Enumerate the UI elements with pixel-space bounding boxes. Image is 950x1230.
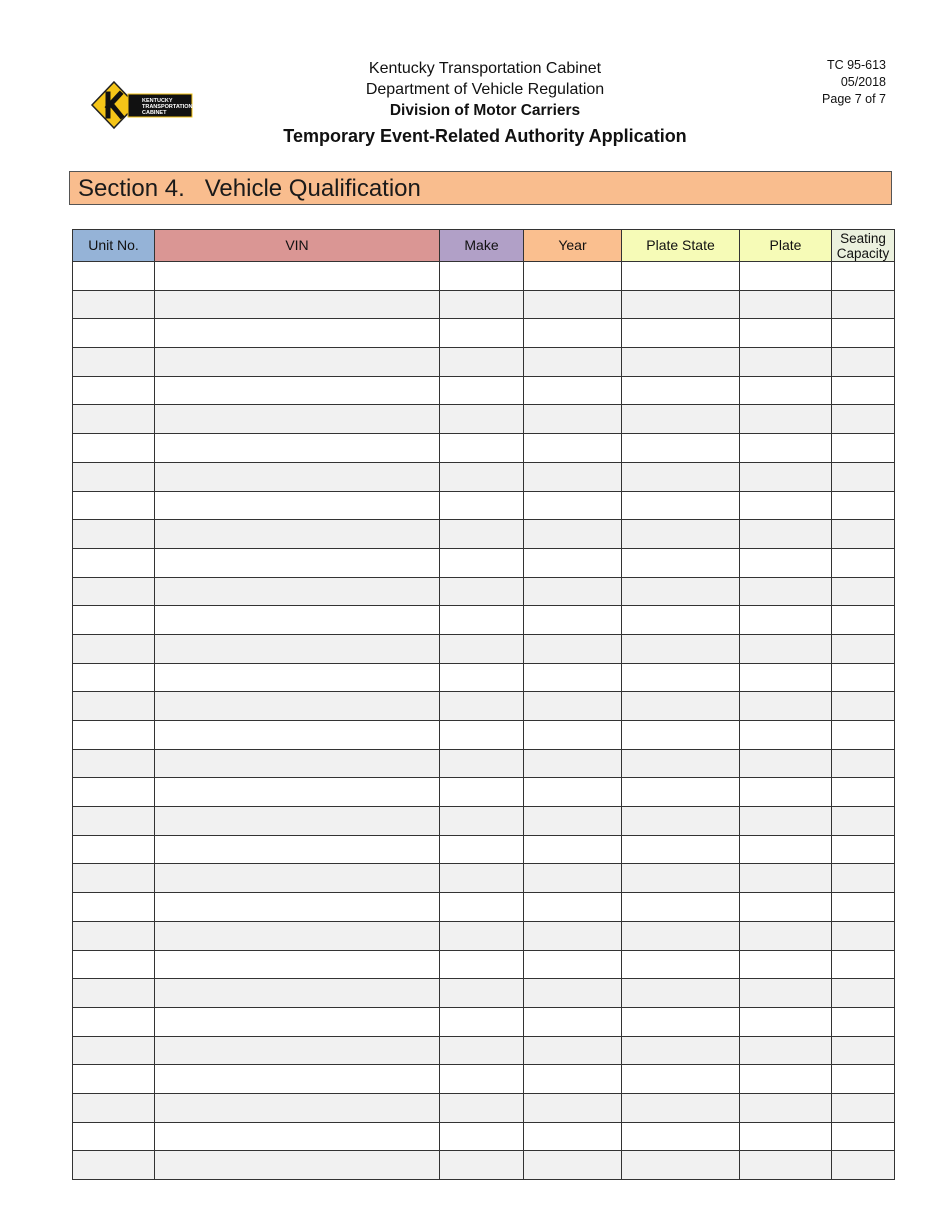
table-row — [73, 462, 895, 491]
cell-unit-no[interactable] — [73, 290, 155, 319]
cell-plate[interactable] — [740, 348, 832, 377]
cell-plate[interactable] — [740, 434, 832, 463]
cell-plate-state[interactable] — [622, 721, 740, 750]
table-row — [73, 606, 895, 635]
column-header-unit-no: Unit No. — [73, 230, 155, 262]
cell-plate[interactable] — [740, 520, 832, 549]
cell-year[interactable] — [524, 491, 622, 520]
column-header-make: Make — [440, 230, 524, 262]
cell-year[interactable] — [524, 979, 622, 1008]
cell-make[interactable] — [440, 778, 524, 807]
cell-unit-no[interactable] — [73, 348, 155, 377]
cell-make[interactable] — [440, 1122, 524, 1151]
cell-make[interactable] — [440, 921, 524, 950]
cell-plate[interactable] — [740, 1036, 832, 1065]
cell-plate-state[interactable] — [622, 692, 740, 721]
division-name: Division of Motor Carriers — [389, 102, 581, 119]
cell-seating-capacity[interactable] — [832, 749, 895, 778]
cell-vin[interactable] — [155, 835, 440, 864]
cell-plate-state[interactable] — [622, 348, 740, 377]
cell-unit-no[interactable] — [73, 749, 155, 778]
cell-unit-no[interactable] — [73, 548, 155, 577]
cell-plate[interactable] — [740, 577, 832, 606]
cell-plate-state[interactable] — [622, 749, 740, 778]
logo-text-line-2: TRANSPORTATION — [142, 104, 193, 110]
table-row — [73, 319, 895, 348]
cell-vin[interactable] — [155, 376, 440, 405]
cell-seating-capacity[interactable] — [832, 405, 895, 434]
cell-seating-capacity[interactable] — [832, 262, 895, 291]
cell-make[interactable] — [440, 376, 524, 405]
column-header-year: Year — [524, 230, 622, 262]
cell-plate[interactable] — [740, 778, 832, 807]
cell-plate[interactable] — [740, 979, 832, 1008]
cell-plate[interactable] — [740, 290, 832, 319]
cell-make[interactable] — [440, 548, 524, 577]
cell-year[interactable] — [524, 749, 622, 778]
cell-plate-state[interactable] — [622, 262, 740, 291]
cell-vin[interactable] — [155, 1065, 440, 1094]
cell-unit-no[interactable] — [73, 520, 155, 549]
cell-make[interactable] — [440, 979, 524, 1008]
cell-seating-capacity[interactable] — [832, 864, 895, 893]
cell-plate[interactable] — [740, 491, 832, 520]
cell-seating-capacity[interactable] — [832, 778, 895, 807]
cell-unit-no[interactable] — [73, 864, 155, 893]
form-title: Temporary Event-Related Authority Application — [283, 126, 687, 146]
cell-plate[interactable] — [740, 921, 832, 950]
cell-unit-no[interactable] — [73, 1065, 155, 1094]
cell-seating-capacity[interactable] — [832, 1065, 895, 1094]
cell-unit-no[interactable] — [73, 262, 155, 291]
cell-vin[interactable] — [155, 405, 440, 434]
cell-vin[interactable] — [155, 749, 440, 778]
cell-plate[interactable] — [740, 548, 832, 577]
cell-make[interactable] — [440, 835, 524, 864]
table-row — [73, 1093, 895, 1122]
table-row — [73, 921, 895, 950]
cell-vin[interactable] — [155, 921, 440, 950]
cell-plate-state[interactable] — [622, 462, 740, 491]
cell-plate-state[interactable] — [622, 979, 740, 1008]
cell-plate[interactable] — [740, 864, 832, 893]
org-name: Kentucky Transportation Cabinet — [368, 60, 602, 77]
form-info — [822, 57, 886, 108]
cell-seating-capacity[interactable] — [832, 376, 895, 405]
cell-vin[interactable] — [155, 864, 440, 893]
cell-vin[interactable] — [155, 348, 440, 377]
cell-plate-state[interactable] — [622, 1007, 740, 1036]
cell-unit-no[interactable] — [73, 778, 155, 807]
cell-plate[interactable] — [740, 1093, 832, 1122]
cell-vin[interactable] — [155, 778, 440, 807]
cell-make[interactable] — [440, 290, 524, 319]
logo-text-line-3: CABINET — [142, 110, 167, 116]
cell-plate-state[interactable] — [622, 319, 740, 348]
table-row — [73, 434, 895, 463]
table-row — [73, 663, 895, 692]
table-row — [73, 376, 895, 405]
table-row — [73, 778, 895, 807]
cell-vin[interactable] — [155, 1036, 440, 1065]
table-body — [73, 262, 895, 1180]
cell-year[interactable] — [524, 1093, 622, 1122]
table-row — [73, 835, 895, 864]
cell-plate-state[interactable] — [622, 606, 740, 635]
cell-plate-state[interactable] — [622, 950, 740, 979]
cell-unit-no[interactable] — [73, 1122, 155, 1151]
cell-make[interactable] — [440, 491, 524, 520]
cell-make[interactable] — [440, 462, 524, 491]
cell-vin[interactable] — [155, 893, 440, 922]
cell-year[interactable] — [524, 893, 622, 922]
cell-seating-capacity[interactable] — [832, 950, 895, 979]
cell-vin[interactable] — [155, 577, 440, 606]
cell-seating-capacity[interactable] — [832, 807, 895, 836]
revision-date: 05/2018 — [840, 75, 886, 89]
cell-make[interactable] — [440, 434, 524, 463]
table-row — [73, 1065, 895, 1094]
table-row — [73, 577, 895, 606]
cell-vin[interactable] — [155, 520, 440, 549]
cell-seating-capacity[interactable] — [832, 1093, 895, 1122]
cell-plate[interactable] — [740, 1122, 832, 1151]
cell-plate[interactable] — [740, 1065, 832, 1094]
cell-seating-capacity[interactable] — [832, 1122, 895, 1151]
cell-seating-capacity[interactable] — [832, 348, 895, 377]
cell-make[interactable] — [440, 634, 524, 663]
cell-year[interactable] — [524, 835, 622, 864]
cell-unit-no[interactable] — [73, 950, 155, 979]
cell-vin[interactable] — [155, 290, 440, 319]
column-header-plate: Plate — [740, 230, 832, 262]
cell-seating-capacity[interactable] — [832, 634, 895, 663]
cell-make[interactable] — [440, 692, 524, 721]
table-row — [73, 864, 895, 893]
cell-plate-state[interactable] — [622, 405, 740, 434]
cell-unit-no[interactable] — [73, 835, 155, 864]
page-number: Page 7 of 7 — [822, 92, 886, 106]
cell-plate-state[interactable] — [622, 835, 740, 864]
cell-plate-state[interactable] — [622, 778, 740, 807]
cell-unit-no[interactable] — [73, 721, 155, 750]
cell-year[interactable] — [524, 634, 622, 663]
cell-make[interactable] — [440, 520, 524, 549]
table-row — [73, 290, 895, 319]
cell-make[interactable] — [440, 262, 524, 291]
cell-vin[interactable] — [155, 634, 440, 663]
cell-plate[interactable] — [740, 835, 832, 864]
cell-unit-no[interactable] — [73, 979, 155, 1008]
table-row — [73, 950, 895, 979]
cell-vin[interactable] — [155, 434, 440, 463]
table-row — [73, 1151, 895, 1180]
table-row — [73, 520, 895, 549]
cell-seating-capacity[interactable] — [832, 577, 895, 606]
cell-vin[interactable] — [155, 979, 440, 1008]
table-header-row — [73, 230, 895, 262]
form-number: TC 95-613 — [826, 58, 886, 72]
cell-plate[interactable] — [740, 634, 832, 663]
cell-seating-capacity[interactable] — [832, 290, 895, 319]
cell-plate-state[interactable] — [622, 864, 740, 893]
cell-year[interactable] — [524, 520, 622, 549]
cell-plate-state[interactable] — [622, 491, 740, 520]
cell-year[interactable] — [524, 462, 622, 491]
department-name: Department of Vehicle Regulation — [365, 81, 605, 98]
cell-unit-no[interactable] — [73, 1093, 155, 1122]
cell-unit-no[interactable] — [73, 405, 155, 434]
cell-seating-capacity[interactable] — [832, 491, 895, 520]
column-header-plate-state: Plate State — [622, 230, 740, 262]
cell-plate[interactable] — [740, 721, 832, 750]
cell-year[interactable] — [524, 376, 622, 405]
vehicle-table — [72, 229, 895, 1180]
table-row — [73, 721, 895, 750]
cell-unit-no[interactable] — [73, 1151, 155, 1180]
cell-vin[interactable] — [155, 1122, 440, 1151]
cell-year[interactable] — [524, 721, 622, 750]
cell-year[interactable] — [524, 807, 622, 836]
cell-year[interactable] — [524, 778, 622, 807]
cell-make[interactable] — [440, 1093, 524, 1122]
cell-make[interactable] — [440, 893, 524, 922]
cell-seating-capacity[interactable] — [832, 606, 895, 635]
table-row — [73, 1036, 895, 1065]
cell-year[interactable] — [524, 1122, 622, 1151]
cell-plate-state[interactable] — [622, 893, 740, 922]
cell-year[interactable] — [524, 262, 622, 291]
document-header — [200, 58, 770, 149]
cell-year[interactable] — [524, 548, 622, 577]
cell-make[interactable] — [440, 405, 524, 434]
cell-seating-capacity[interactable] — [832, 663, 895, 692]
cell-year[interactable] — [524, 1065, 622, 1094]
cell-seating-capacity[interactable] — [832, 1151, 895, 1180]
cell-unit-no[interactable] — [73, 434, 155, 463]
cell-vin[interactable] — [155, 663, 440, 692]
cell-unit-no[interactable] — [73, 462, 155, 491]
table-row — [73, 749, 895, 778]
cell-year[interactable] — [524, 348, 622, 377]
cell-year[interactable] — [524, 1007, 622, 1036]
cell-vin[interactable] — [155, 721, 440, 750]
cell-plate-state[interactable] — [622, 548, 740, 577]
section-title: Section 4. Vehicle Qualification — [69, 171, 892, 205]
cell-plate[interactable] — [740, 950, 832, 979]
cell-plate-state[interactable] — [622, 807, 740, 836]
cell-year[interactable] — [524, 405, 622, 434]
cell-unit-no[interactable] — [73, 921, 155, 950]
cell-unit-no[interactable] — [73, 893, 155, 922]
cell-make[interactable] — [440, 1151, 524, 1180]
cell-plate[interactable] — [740, 807, 832, 836]
cell-plate-state[interactable] — [622, 434, 740, 463]
cell-make[interactable] — [440, 1036, 524, 1065]
cell-make[interactable] — [440, 348, 524, 377]
cell-plate-state[interactable] — [622, 1151, 740, 1180]
cell-year[interactable] — [524, 921, 622, 950]
cell-plate-state[interactable] — [622, 1122, 740, 1151]
cell-plate[interactable] — [740, 663, 832, 692]
cell-make[interactable] — [440, 749, 524, 778]
cell-plate-state[interactable] — [622, 1065, 740, 1094]
cell-year[interactable] — [524, 577, 622, 606]
cell-seating-capacity[interactable] — [832, 692, 895, 721]
cell-make[interactable] — [440, 721, 524, 750]
cell-plate[interactable] — [740, 1007, 832, 1036]
cell-plate[interactable] — [740, 692, 832, 721]
cell-plate-state[interactable] — [622, 290, 740, 319]
cell-make[interactable] — [440, 1007, 524, 1036]
cell-make[interactable] — [440, 864, 524, 893]
table-row — [73, 634, 895, 663]
cell-plate[interactable] — [740, 749, 832, 778]
table-row — [73, 893, 895, 922]
cell-vin[interactable] — [155, 692, 440, 721]
cell-unit-no[interactable] — [73, 376, 155, 405]
cell-unit-no[interactable] — [73, 663, 155, 692]
logo-text-line-1: KENTUCKY — [142, 98, 173, 104]
cell-year[interactable] — [524, 1036, 622, 1065]
cell-seating-capacity[interactable] — [832, 1036, 895, 1065]
cell-seating-capacity[interactable] — [832, 319, 895, 348]
cell-unit-no[interactable] — [73, 1007, 155, 1036]
cell-year[interactable] — [524, 319, 622, 348]
cell-vin[interactable] — [155, 548, 440, 577]
table-row — [73, 548, 895, 577]
cell-make[interactable] — [440, 319, 524, 348]
cell-vin[interactable] — [155, 807, 440, 836]
cell-unit-no[interactable] — [73, 692, 155, 721]
cell-plate[interactable] — [740, 606, 832, 635]
cell-make[interactable] — [440, 606, 524, 635]
cell-plate-state[interactable] — [622, 1036, 740, 1065]
cell-year[interactable] — [524, 864, 622, 893]
cell-make[interactable] — [440, 807, 524, 836]
cell-vin[interactable] — [155, 262, 440, 291]
cell-year[interactable] — [524, 692, 622, 721]
cell-vin[interactable] — [155, 319, 440, 348]
cell-make[interactable] — [440, 577, 524, 606]
cell-plate[interactable] — [740, 262, 832, 291]
cell-plate[interactable] — [740, 319, 832, 348]
cell-plate-state[interactable] — [622, 376, 740, 405]
cell-vin[interactable] — [155, 491, 440, 520]
cell-vin[interactable] — [155, 1093, 440, 1122]
cell-year[interactable] — [524, 663, 622, 692]
cell-plate-state[interactable] — [622, 520, 740, 549]
cell-seating-capacity[interactable] — [832, 462, 895, 491]
cell-seating-capacity[interactable] — [832, 721, 895, 750]
cell-seating-capacity[interactable] — [832, 835, 895, 864]
cell-plate[interactable] — [740, 893, 832, 922]
cell-plate[interactable] — [740, 376, 832, 405]
cell-plate-state[interactable] — [622, 921, 740, 950]
table-row — [73, 1007, 895, 1036]
cell-vin[interactable] — [155, 462, 440, 491]
cell-seating-capacity[interactable] — [832, 548, 895, 577]
cell-plate-state[interactable] — [622, 577, 740, 606]
table-row — [73, 348, 895, 377]
cell-unit-no[interactable] — [73, 1036, 155, 1065]
cell-plate[interactable] — [740, 1151, 832, 1180]
table-row — [73, 1122, 895, 1151]
table-row — [73, 979, 895, 1008]
ktc-logo-icon — [90, 80, 196, 130]
cell-seating-capacity[interactable] — [832, 921, 895, 950]
cell-unit-no[interactable] — [73, 319, 155, 348]
cell-seating-capacity[interactable] — [832, 893, 895, 922]
cell-unit-no[interactable] — [73, 807, 155, 836]
cell-plate[interactable] — [740, 462, 832, 491]
cell-vin[interactable] — [155, 606, 440, 635]
cell-vin[interactable] — [155, 950, 440, 979]
cell-plate-state[interactable] — [622, 634, 740, 663]
cell-make[interactable] — [440, 663, 524, 692]
table-row — [73, 405, 895, 434]
cell-year[interactable] — [524, 1151, 622, 1180]
table-row — [73, 262, 895, 291]
cell-unit-no[interactable] — [73, 634, 155, 663]
cell-plate[interactable] — [740, 405, 832, 434]
cell-year[interactable] — [524, 434, 622, 463]
cell-make[interactable] — [440, 1065, 524, 1094]
cell-seating-capacity[interactable] — [832, 1007, 895, 1036]
cell-seating-capacity[interactable] — [832, 520, 895, 549]
column-header-vin: VIN — [155, 230, 440, 262]
table-row — [73, 807, 895, 836]
cell-year[interactable] — [524, 290, 622, 319]
cell-unit-no[interactable] — [73, 491, 155, 520]
cell-year[interactable] — [524, 606, 622, 635]
cell-seating-capacity[interactable] — [832, 434, 895, 463]
cell-plate-state[interactable] — [622, 1093, 740, 1122]
cell-plate-state[interactable] — [622, 663, 740, 692]
column-header-seating-capacity: Seating Capacity — [832, 230, 895, 262]
cell-make[interactable] — [440, 950, 524, 979]
cell-year[interactable] — [524, 950, 622, 979]
table-row — [73, 491, 895, 520]
cell-unit-no[interactable] — [73, 606, 155, 635]
cell-vin[interactable] — [155, 1007, 440, 1036]
cell-unit-no[interactable] — [73, 577, 155, 606]
cell-vin[interactable] — [155, 1151, 440, 1180]
table-row — [73, 692, 895, 721]
cell-seating-capacity[interactable] — [832, 979, 895, 1008]
